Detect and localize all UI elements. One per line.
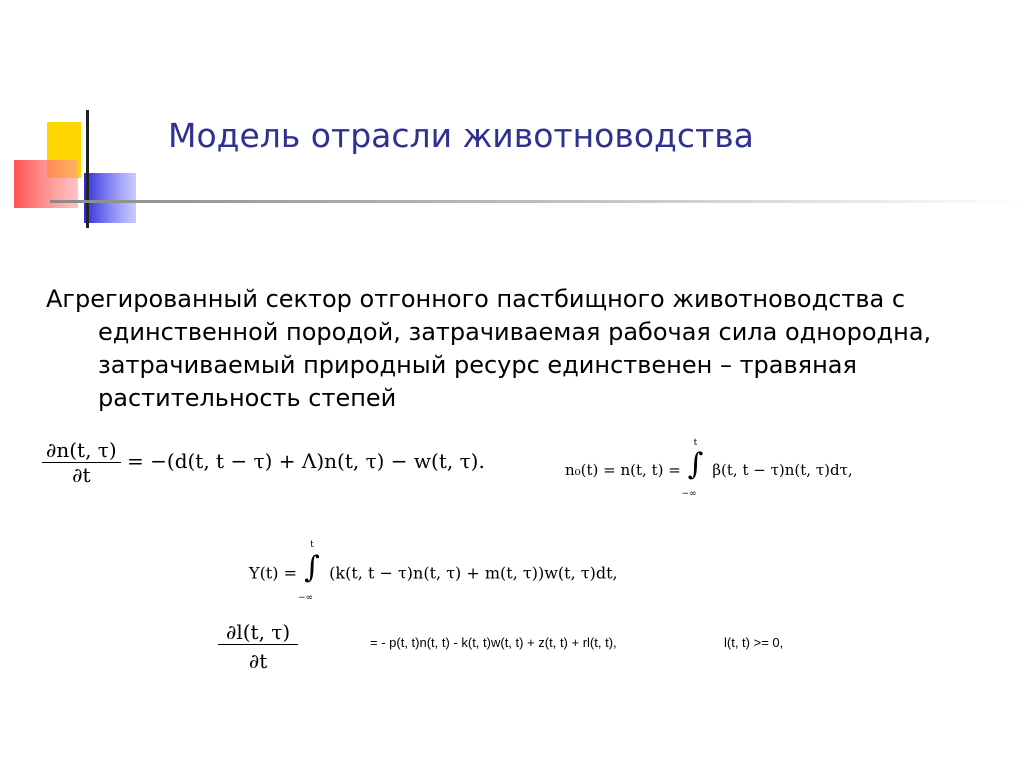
fraction [218,620,298,673]
title-underline [50,200,1024,203]
fraction-numerator: ∂n(t, τ) [46,438,117,462]
fraction-denominator: ∂t [218,644,298,673]
integral-upper-limit: t [693,438,698,448]
integral-lower-limit: −∞ [681,489,697,499]
fraction [42,438,121,487]
paragraph-line: затрачиваемый природный ресурс единственен – травяная [98,351,857,379]
page-title: Модель отрасли животноводства [168,116,754,155]
integral-upper-limit: t [310,540,314,550]
logo-blue-square [84,173,136,223]
fraction-denominator: ∂t [42,462,121,487]
equation-labor-fraction [218,620,298,673]
equation-rhs: = −(d(t, t − τ) + Λ)n(t, τ) − w(t, τ). [127,449,485,473]
integral-sign: t ∫ −∞ [298,540,320,603]
equation-birth-rate [565,440,853,500]
body-paragraph [46,283,996,415]
fraction-numerator: ∂l(t, τ) [226,620,291,644]
equation-labor-rhs: = - p(t, t)n(t, t) - k(t, t)w(t, t) + z(t, t) + rl(t, t), [370,635,617,650]
equation-labor-condition: l(t, t) >= 0, [724,635,784,650]
equation-lhs: Y(t) = [249,563,297,583]
equation-lhs: n₀(t) = n(t, t) = [565,461,681,479]
equation-rhs: (k(t, t − τ)n(t, τ) + m(t, τ))w(t, τ)dt, [329,563,618,583]
paragraph-line: Агрегированный сектор отгонного пастбищного животноводства с [46,285,906,313]
integral-sign: t ∫ −∞ [681,438,704,499]
paragraph-line: растительность степей [98,384,397,412]
integral-lower-limit: −∞ [298,593,314,603]
equation-population-dynamics [42,438,485,487]
paragraph-line: единственной породой, затрачиваемая рабочая сила однородна, [98,318,932,346]
equation-rhs: β(t, t − τ)n(t, τ)dτ, [712,461,853,479]
equation-output [249,542,618,604]
